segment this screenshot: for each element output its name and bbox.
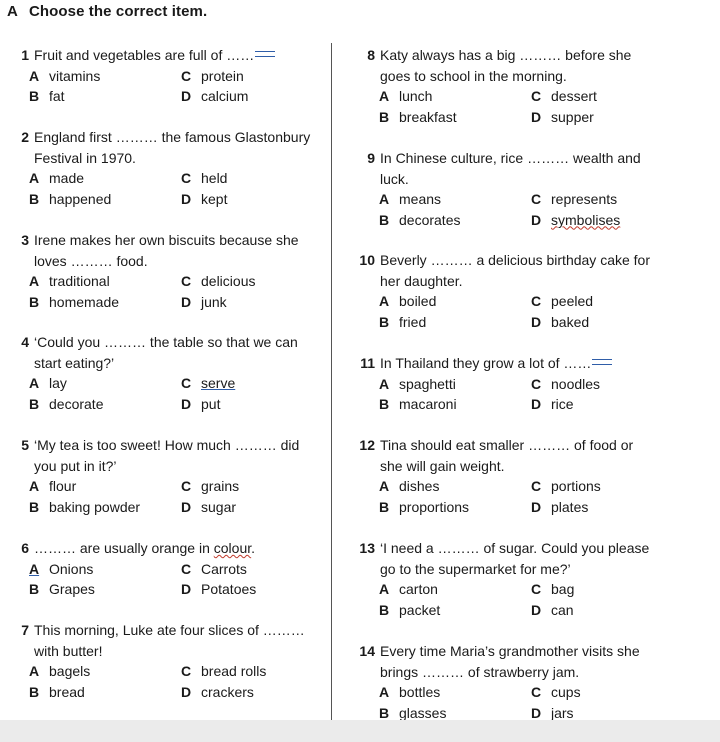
option-c[interactable]: [181, 373, 235, 393]
option-letter: D: [181, 88, 192, 104]
question-text: Fruit and vegetables are full of ……: [34, 47, 255, 63]
option-label: means: [399, 191, 442, 207]
option-label: supper: [551, 108, 594, 125]
option-a[interactable]: [379, 291, 436, 311]
option-c[interactable]: [531, 682, 581, 702]
question-text: Tina should eat smaller ……… of food or: [380, 437, 634, 453]
option-letter: A: [379, 191, 390, 207]
option-c[interactable]: [181, 271, 255, 291]
option-label: peeled: [551, 293, 594, 309]
option-letter: B: [379, 396, 390, 412]
question-number: 6: [21, 540, 29, 556]
question-7: [9, 620, 339, 702]
option-letter: A: [29, 375, 40, 391]
option-d[interactable]: [181, 394, 220, 414]
question-8: [355, 45, 685, 127]
option-letter: C: [181, 67, 192, 84]
option-label: noodles: [551, 375, 601, 392]
option-letter: A: [29, 560, 40, 577]
option-letter: B: [29, 498, 40, 515]
question-text: Katy always has a big ……… before she: [380, 47, 632, 63]
question-1: [9, 45, 339, 107]
option-letter: A: [379, 375, 390, 392]
option-letter: B: [379, 704, 390, 721]
question-10: [355, 250, 685, 332]
option-a[interactable]: [379, 682, 440, 702]
option-d[interactable]: [531, 107, 594, 127]
option-a[interactable]: [379, 579, 438, 599]
option-label: held: [201, 170, 228, 186]
option-label: made: [49, 170, 85, 186]
question-number: 10: [359, 252, 375, 268]
option-b[interactable]: [29, 682, 85, 702]
option-label: dessert: [551, 88, 597, 104]
option-label: cups: [551, 684, 581, 700]
option-letter: B: [29, 395, 40, 412]
option-letter: D: [181, 190, 192, 207]
question-number: 3: [21, 232, 29, 248]
option-letter: C: [531, 375, 542, 392]
option-d[interactable]: [181, 292, 227, 312]
option-letter: A: [379, 478, 390, 494]
option-label: calcium: [201, 88, 249, 104]
option-d[interactable]: [181, 579, 256, 599]
option-label: bag: [551, 581, 575, 597]
option-label: kept: [201, 190, 228, 207]
option-letter: C: [531, 581, 542, 597]
option-c[interactable]: [531, 374, 600, 394]
question-text: ‘Could you ……… the table so that we can: [34, 334, 298, 350]
question-number: 14: [359, 643, 375, 659]
option-a[interactable]: [379, 86, 432, 106]
option-letter: B: [379, 498, 390, 515]
option-label: crackers: [201, 683, 254, 700]
option-label: bread: [49, 683, 85, 700]
option-letter: D: [531, 396, 542, 412]
option-letter: D: [181, 293, 192, 310]
question-text-cont: Festival in 1970.: [34, 149, 136, 166]
option-label: plates: [551, 498, 589, 515]
question-number: 8: [367, 47, 375, 63]
section-letter: A: [7, 3, 18, 20]
option-label: lunch: [399, 88, 433, 104]
option-letter: D: [531, 313, 542, 330]
option-label: protein: [201, 67, 244, 84]
option-letter: D: [181, 395, 192, 412]
option-letter: B: [379, 601, 390, 618]
option-letter: C: [531, 478, 542, 494]
question-number: 4: [21, 334, 29, 350]
option-letter: C: [531, 88, 542, 104]
option-letter: A: [29, 478, 40, 494]
option-letter: A: [29, 273, 40, 289]
option-letter: C: [181, 663, 192, 679]
option-a[interactable]: [29, 476, 76, 496]
option-c[interactable]: [531, 579, 574, 599]
option-label: packet: [399, 601, 441, 618]
option-letter: B: [29, 581, 40, 597]
option-label: rice: [551, 396, 574, 412]
option-letter: C: [181, 170, 192, 186]
option-label: put: [201, 395, 221, 412]
option-c[interactable]: [181, 476, 239, 496]
option-label: portions: [551, 478, 601, 494]
option-label: fat: [49, 88, 65, 104]
question-6: [9, 538, 339, 600]
option-c[interactable]: [181, 559, 247, 579]
option-letter: B: [29, 190, 40, 207]
option-b[interactable]: [379, 210, 460, 230]
option-letter: B: [379, 108, 390, 125]
option-label: traditional: [49, 273, 110, 289]
question-text: In Chinese culture, rice ……… wealth and: [380, 150, 641, 166]
option-label: bottles: [399, 684, 441, 700]
question-number: 9: [367, 150, 375, 166]
option-letter: C: [181, 478, 192, 494]
question-number: 11: [360, 355, 375, 371]
option-b[interactable]: [379, 107, 457, 127]
question-number: 12: [359, 437, 375, 453]
spell-mark: colour: [213, 540, 252, 556]
question-number: 1: [21, 47, 29, 63]
option-letter: D: [531, 108, 542, 125]
question-12: [355, 435, 685, 517]
option-a[interactable]: [29, 66, 100, 86]
option-label: junk: [201, 293, 227, 310]
question-number: 7: [21, 622, 29, 638]
question-4: [9, 332, 339, 414]
option-letter: D: [531, 498, 542, 515]
option-letter: D: [531, 601, 542, 618]
question-text-cont: with butter!: [34, 642, 103, 659]
option-letter: B: [379, 313, 390, 330]
option-label: sugar: [201, 498, 237, 515]
option-c[interactable]: [531, 189, 617, 209]
question-text-cont: loves ……… food.: [34, 252, 148, 269]
question-text-cont: you put in it?’: [34, 457, 117, 474]
option-label: Grapes: [49, 581, 95, 597]
option-d[interactable]: [181, 682, 254, 702]
question-number: 2: [21, 129, 29, 145]
grammar-mark: [255, 51, 275, 57]
option-letter: A: [379, 88, 390, 104]
option-a[interactable]: [29, 168, 84, 188]
option-label: happened: [49, 190, 112, 207]
option-a[interactable]: [29, 661, 90, 681]
option-letter: A: [379, 684, 390, 700]
question-14: [355, 641, 685, 723]
option-b[interactable]: [379, 600, 440, 620]
option-label: baking powder: [49, 498, 141, 515]
option-label: decorate: [49, 395, 104, 412]
option-letter: A: [29, 170, 40, 186]
option-letter: C: [181, 273, 192, 289]
option-letter: D: [181, 581, 192, 597]
option-label: bread rolls: [201, 663, 267, 679]
option-d[interactable]: [531, 394, 574, 414]
option-label: breakfast: [399, 108, 457, 125]
question-text-cont: luck.: [380, 170, 409, 187]
option-c[interactable]: [181, 168, 227, 188]
option-label: homemade: [49, 293, 120, 310]
option-b[interactable]: [29, 189, 111, 209]
question-2: [9, 127, 339, 209]
question-text: ……… are usually orange in colour.: [34, 540, 256, 556]
question-text: This morning, Luke ate four slices of ………: [34, 622, 305, 638]
option-d[interactable]: [531, 312, 589, 332]
option-c[interactable]: [531, 291, 593, 311]
option-c[interactable]: [531, 86, 597, 106]
option-a[interactable]: [29, 373, 67, 393]
question-text-cont: goes to school in the morning.: [380, 67, 567, 84]
option-b[interactable]: [29, 497, 140, 517]
option-d[interactable]: [531, 497, 588, 517]
question-number: 5: [21, 437, 29, 453]
option-label: delicious: [201, 273, 256, 289]
option-d[interactable]: [181, 189, 227, 209]
question-text: England first ……… the famous Glastonbury: [34, 129, 311, 145]
option-label: fried: [399, 313, 427, 330]
option-a[interactable]: [29, 271, 110, 291]
option-b[interactable]: [29, 579, 95, 599]
question-text: Every time Maria’s grandmother visits she: [380, 643, 640, 659]
option-d[interactable]: [531, 210, 620, 230]
question-13: [355, 538, 685, 620]
option-b[interactable]: [29, 394, 103, 414]
option-label: boiled: [399, 293, 437, 309]
option-letter: C: [181, 375, 192, 391]
option-letter: B: [29, 683, 40, 700]
option-a[interactable]: [379, 476, 439, 496]
option-a[interactable]: [379, 374, 456, 394]
option-b[interactable]: [379, 394, 457, 414]
option-letter: C: [531, 684, 542, 700]
option-label: macaroni: [399, 396, 457, 412]
option-c[interactable]: [531, 476, 601, 496]
option-letter: A: [29, 67, 40, 84]
option-label: glasses: [399, 704, 447, 721]
question-3: [9, 230, 339, 312]
option-c[interactable]: [181, 66, 244, 86]
page-title: [7, 3, 207, 20]
option-label: Carrots: [201, 560, 247, 577]
option-label: dishes: [399, 478, 440, 494]
option-label: lay: [49, 375, 67, 391]
option-d[interactable]: [531, 600, 574, 620]
question-number: 13: [359, 540, 375, 556]
option-letter: B: [379, 211, 390, 228]
option-label: grains: [201, 478, 240, 494]
option-a[interactable]: [379, 189, 441, 209]
option-label: vitamins: [49, 67, 101, 84]
option-label: serve: [201, 375, 236, 391]
option-letter: B: [29, 88, 40, 104]
option-label: symbolises: [551, 211, 621, 228]
option-label: flour: [49, 478, 77, 494]
option-label: baked: [551, 313, 590, 330]
option-letter: D: [181, 683, 192, 700]
option-b[interactable]: [379, 497, 469, 517]
option-label: proportions: [399, 498, 470, 515]
question-text-cont: go to the supermarket for me?’: [380, 560, 571, 577]
question-5: [9, 435, 339, 517]
option-letter: B: [29, 293, 40, 310]
option-letter: A: [379, 293, 390, 309]
question-text: Irene makes her own biscuits because she: [34, 232, 299, 248]
question-text-cont: start eating?’: [34, 354, 115, 371]
option-d[interactable]: [181, 86, 248, 106]
question-text-cont: she will gain weight.: [380, 457, 505, 474]
option-b[interactable]: [29, 292, 119, 312]
section-title: Choose the correct item.: [28, 3, 208, 20]
option-letter: C: [531, 293, 542, 309]
option-label: jars: [551, 704, 574, 721]
question-text: ‘My tea is too sweet! How much ……… did: [34, 437, 300, 453]
grammar-mark: [592, 359, 612, 365]
option-letter: C: [181, 560, 192, 577]
option-label: carton: [399, 581, 438, 597]
option-letter: D: [181, 498, 192, 515]
option-c[interactable]: [181, 661, 266, 681]
option-letter: A: [29, 663, 40, 679]
question-11: [355, 353, 685, 415]
question-text-cont: brings ……… of strawberry jam.: [380, 663, 580, 680]
option-letter: C: [531, 191, 542, 207]
option-a[interactable]: [29, 559, 93, 579]
question-text: Beverly ……… a delicious birthday cake for: [380, 252, 650, 268]
option-label: decorates: [399, 211, 461, 228]
bottom-band: [0, 720, 720, 742]
option-d[interactable]: [181, 497, 236, 517]
option-letter: A: [379, 581, 390, 597]
question-text: In Thailand they grow a lot of ……: [380, 355, 592, 371]
option-label: bagels: [49, 663, 91, 679]
option-letter: D: [531, 704, 542, 721]
question-text: ‘I need a ……… of sugar. Could you please: [380, 540, 650, 556]
option-label: Potatoes: [201, 581, 257, 597]
option-label: can: [551, 601, 574, 618]
option-b[interactable]: [379, 312, 426, 332]
question-9: [355, 148, 685, 230]
question-text-cont: her daughter.: [380, 272, 463, 289]
option-letter: D: [531, 211, 542, 228]
option-label: represents: [551, 191, 618, 207]
option-label: Onions: [49, 560, 94, 577]
option-label: spaghetti: [399, 375, 456, 392]
option-b[interactable]: [29, 86, 65, 106]
